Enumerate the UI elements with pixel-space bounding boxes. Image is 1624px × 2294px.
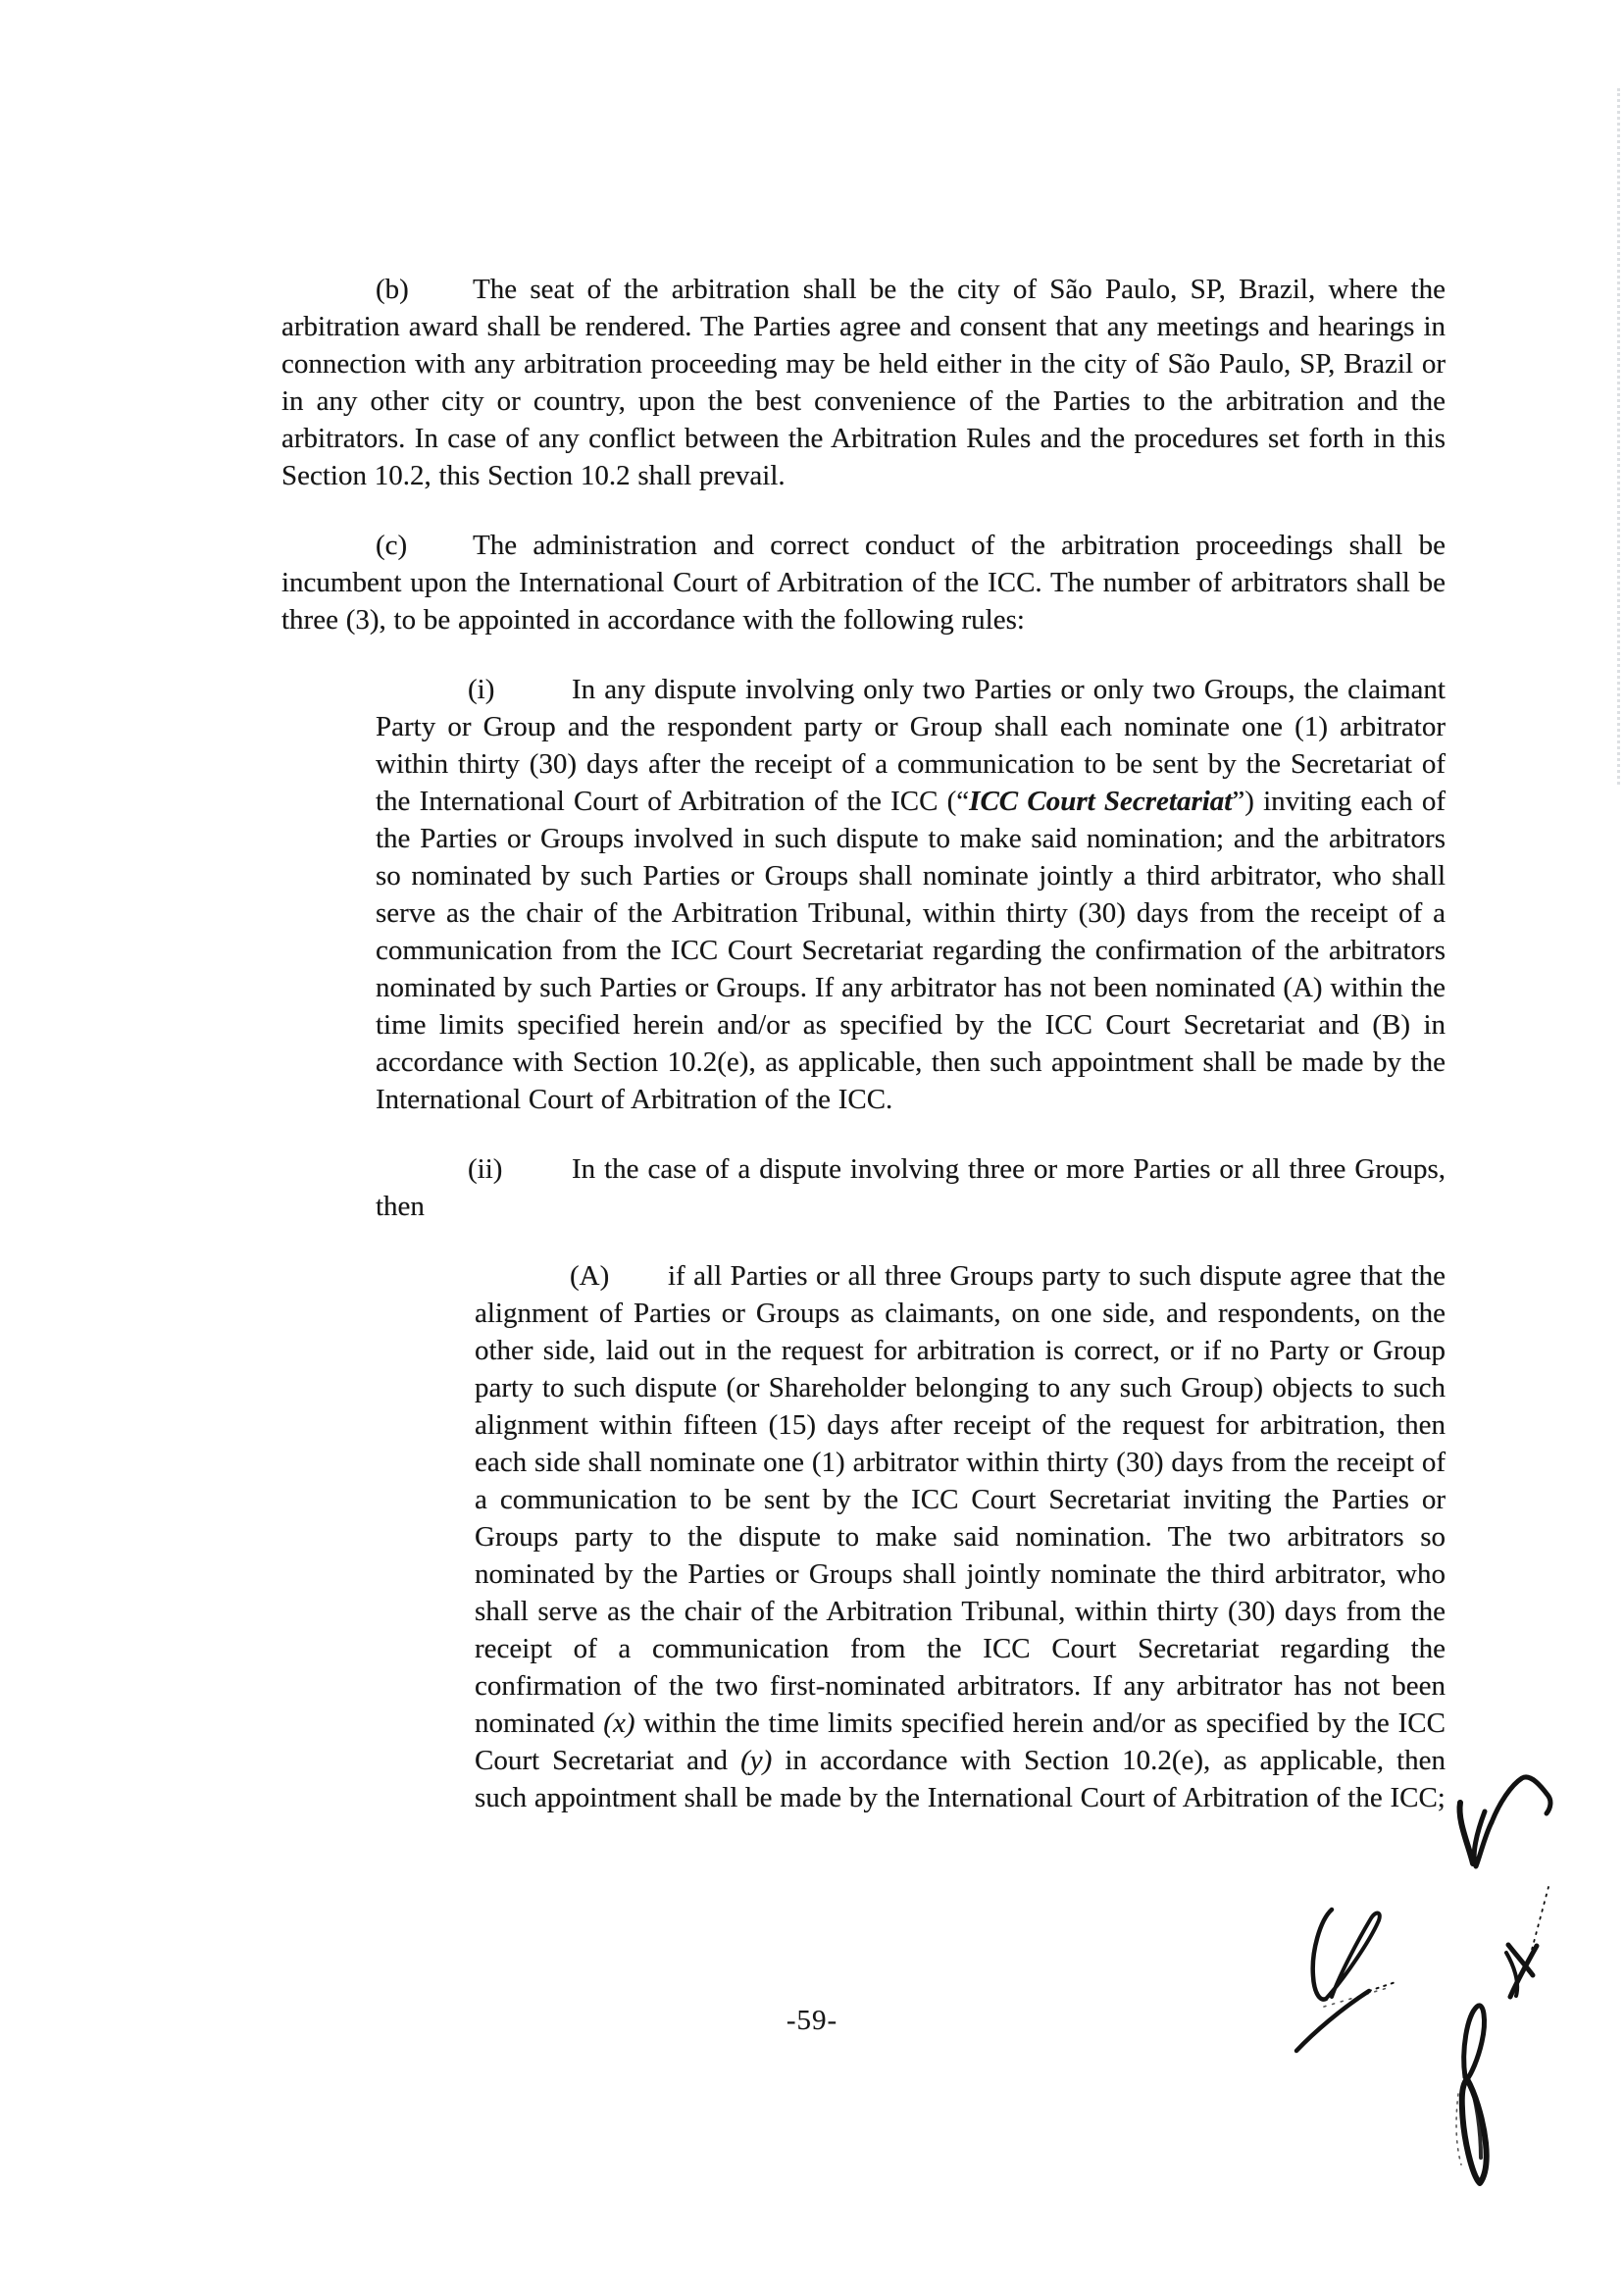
text-run: (x) (603, 1708, 635, 1739)
paragraph-label: (ii) (468, 1153, 503, 1185)
paragraph-ii (376, 1150, 1446, 1225)
paragraph-i (376, 671, 1446, 1118)
paragraph-label: (A) (570, 1260, 610, 1292)
paragraph-label: (b) (376, 274, 409, 305)
document-body (281, 271, 1446, 1816)
text-run: In any dispute involving only two Parties or only two Groups, the claimant Party or Group and the respondent party or Group shall each nominate one (1) arbitrator within thirty (30) days after the receipt of a communication to be sent by the Secretariat of the International Court of Arbitration of the ICC (“ (376, 674, 1446, 817)
initials-squiggle-mark (1459, 1777, 1549, 1866)
paragraph-c (281, 527, 1446, 638)
text-run: (y) (740, 1745, 773, 1776)
dotted-edge-line (1617, 88, 1620, 785)
text-run: within the time limits specified herein and/or as specified by the ICC Court Secretariat and (475, 1708, 1446, 1776)
text-run: ICC Court Secretariat (969, 786, 1233, 817)
paragraph-label: (c) (376, 530, 408, 561)
page-number: -59- (786, 2005, 838, 2036)
paragraph-label: (i) (468, 674, 495, 705)
text-run: The seat of the arbitration shall be the city of São Paulo, SP, Brazil, where the arbitration award shall be rendered. The Parties agree and consent that any meetings and hearings in connection with any arbitration proceeding may be held either in the city of São Paulo, SP, Brazil or in any other city or country, upon the best convenience of the Parties to the arbitration and the arbitrators. In case of any conflict between the Arbitration Rules and the procedures set forth in this Section 10.2, this Section 10.2 shall prevail. (281, 274, 1446, 491)
text-run: ”) inviting each of the Parties or Groups involved in such dispute to make said nomination; and the arbitrators so nominated by such Parties or Groups shall nominate jointly a third arbitrator, who shall serve as the chair of the Arbitration Tribunal, within thirty (30) days from the receipt of a communication from the ICC Court Secretariat regarding the confirmation of the arbitrators nominated by such Parties or Groups. If any arbitrator has not been nominated (A) within the time limits specified herein and/or as specified by the ICC Court Secretariat and (B) in accordance with Section 10.2(e), as applicable, then such appointment shall be made by the International Court of Arbitration of the ICC. (376, 786, 1446, 1115)
text-run: in accordance with Section 10.2(e), as applicable, then such appointment shall be made by the International Court of Arbitration of the ICC; (475, 1745, 1446, 1813)
paragraph-b (281, 271, 1446, 494)
x-mark (1506, 1887, 1548, 1997)
text-run: The administration and correct conduct of the arbitration proceedings shall be incumbent upon the International Court of Arbitration of the ICC. The number of arbitrators shall be three (3), to be appointed in accordance with the following rules: (281, 530, 1446, 636)
text-run: if all Parties or all three Groups party to such dispute agree that the alignment of Parties or Groups as claimants, on one side, and respondents, on the other side, laid out in the request for arbitration is correct, or if no Party or Group party to such dispute (or Shareholder belonging to any such Group) objects to such alignment within fifteen (15) days after receipt of the request for arbitration, then each side shall nominate one (1) arbitrator within thirty (30) days from the receipt of a communication to be sent by the ICC Court Secretariat inviting the Parties or Groups party to the dispute to make said nomination. The two arbitrators so nominated by the Parties or Groups shall jointly nominate the third arbitrator, who shall serve as the chair of the Arbitration Tribunal, within thirty (30) days from the receipt of a communication from the ICC Court Secretariat regarding the confirmation of the two first-nominated arbitrators. If any arbitrator has not been nominated (475, 1260, 1446, 1739)
paragraph-A (475, 1257, 1446, 1816)
text-run: In the case of a dispute involving three or more Parties or all three Groups, then (376, 1153, 1446, 1222)
